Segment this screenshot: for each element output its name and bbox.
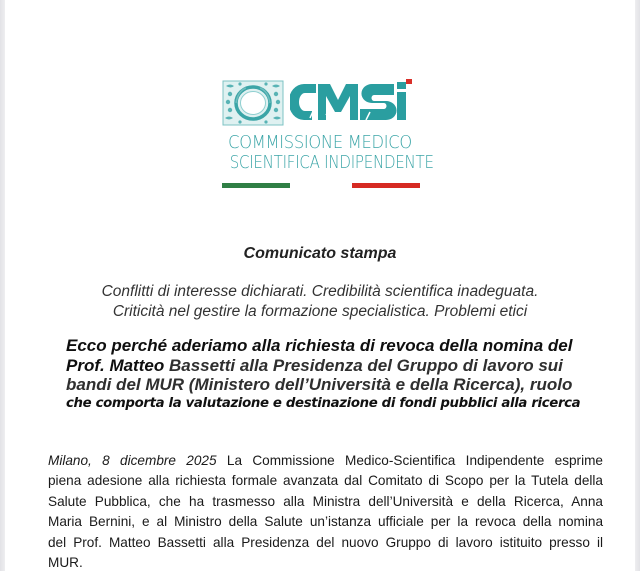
headline-line2-part1: Prof. Matteo — [66, 355, 165, 375]
place-date: Milano, 8 dicembre 2025 — [48, 453, 217, 468]
cmsi-wordmark-icon — [290, 78, 420, 126]
body-line-1 — [48, 451, 603, 471]
body-line-3: Salute Pubblica, che ha trasmesso alla Ministra dell’Università e della Ricerca, Anna — [48, 493, 603, 509]
body-line-4: Maria Bernini, e al Ministro della Salute un’istanza ufficiale per la revoca della nomina — [48, 514, 603, 530]
body-line-5: del Prof. Matteo Bassetti alla Presidenza del nuovo Gruppo di lavoro istituito presso il — [48, 534, 603, 550]
press-release-label: Comunicato stampa — [243, 245, 397, 262]
italian-flag-green-bar — [222, 183, 290, 188]
headline-line2 — [66, 356, 586, 376]
headline-line4: che comporta la valutazione e destinazione di fondi pubblici alla ricerca — [66, 396, 581, 411]
logo-text-line1: COMMISSIONE MEDICO — [228, 133, 412, 153]
cmsi-logo — [0, 0, 640, 200]
headline-line1: Ecco perché aderiamo alla richiesta di revoca della nomina del — [66, 336, 573, 355]
headline-line3: bandi del MUR (Ministero dell’Università e della Ricerca), ruolo — [66, 375, 573, 394]
subtitle-line2: Criticità nel gestire la formazione specialistica. Problemi etici — [112, 303, 528, 320]
body-line-2: piena adesione alla richiesta formale avanzata dal Comitato di Scopo per la Tutela della — [48, 473, 603, 489]
laurel-wreath-emblem-icon — [222, 80, 284, 126]
logo-text-line2: SCIENTIFICA INDIPENDENTE — [229, 153, 434, 173]
body-line-6: MUR. — [48, 555, 83, 571]
body-paragraph — [48, 451, 603, 573]
subtitle — [0, 282, 640, 322]
headline — [66, 336, 586, 395]
body-line-1-text: La Commissione Medico-Scientifica Indipendente esprime — [216, 453, 603, 468]
subtitle-line1: Conflitti di interesse dichiarati. Credibilità scientifica inadeguata. — [101, 283, 539, 300]
italian-flag-red-bar — [352, 183, 420, 188]
headline-line2-part2: Bassetti alla Presidenza del Gruppo di lavoro sui — [164, 355, 563, 375]
